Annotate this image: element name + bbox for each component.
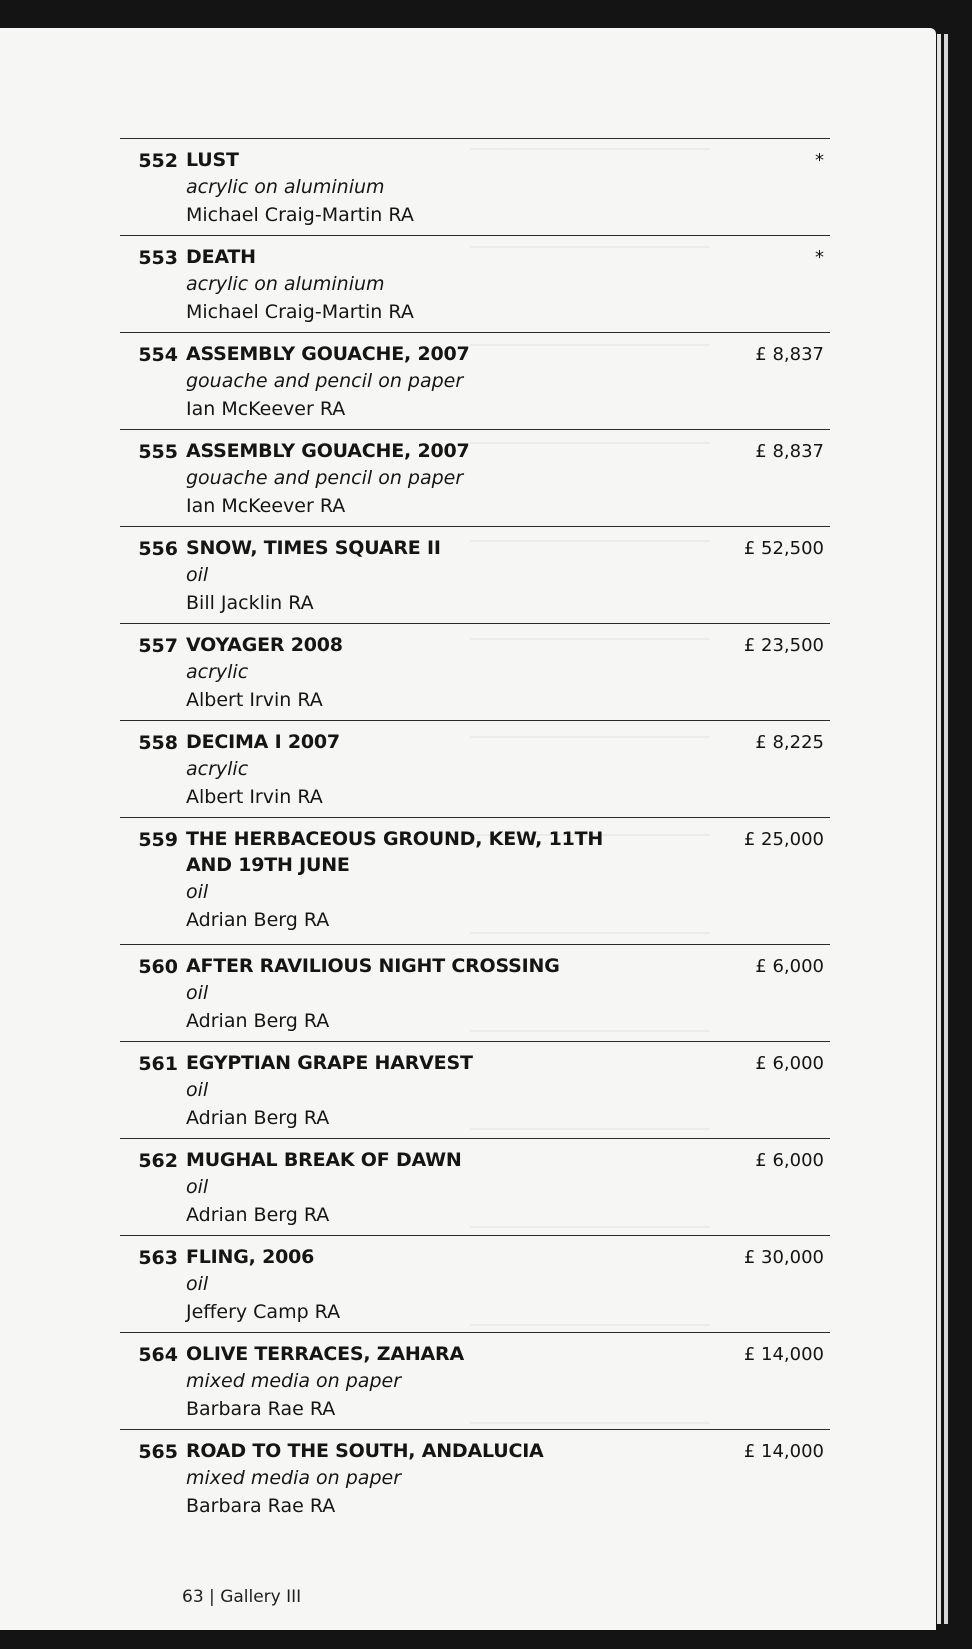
page-edge <box>944 34 948 1624</box>
entry-medium: oil <box>186 1176 209 1198</box>
catalogue-entry <box>120 1138 830 1235</box>
entry-number: 561 <box>138 1053 178 1075</box>
entry-medium: mixed media on paper <box>186 1370 402 1392</box>
entry-title: ASSEMBLY GOUACHE, 2007 <box>186 440 470 462</box>
entry-details <box>186 826 646 934</box>
entry-price: £ 23,500 <box>743 635 824 656</box>
entry-number: 565 <box>138 1441 178 1463</box>
entry-artist: Barbara Rae RA <box>186 1398 336 1420</box>
catalogue-entry <box>120 526 830 623</box>
entry-details <box>186 244 646 326</box>
entry-artist: Adrian Berg RA <box>186 909 330 931</box>
catalogue-entry <box>120 1235 830 1332</box>
entry-number: 558 <box>138 732 178 754</box>
entry-details <box>186 1438 646 1520</box>
entry-details <box>186 632 646 714</box>
catalogue-entry <box>120 1429 830 1526</box>
entry-title: DEATH <box>186 246 256 268</box>
entry-medium: acrylic <box>186 758 249 780</box>
catalogue-entry <box>120 720 830 817</box>
entry-number: 560 <box>138 956 178 978</box>
entry-price: £ 6,000 <box>755 1150 824 1171</box>
entry-details <box>186 1050 646 1132</box>
entry-artist: Jeffery Camp RA <box>186 1301 341 1323</box>
entry-artist: Albert Irvin RA <box>186 786 323 808</box>
entry-number: 555 <box>138 441 178 463</box>
entry-medium: mixed media on paper <box>186 1467 402 1489</box>
entry-medium: gouache and pencil on paper <box>186 467 464 489</box>
entry-artist: Michael Craig-Martin RA <box>186 204 414 226</box>
entry-medium: oil <box>186 1079 209 1101</box>
catalogue-page <box>0 28 936 1630</box>
entry-title: OLIVE TERRACES, ZAHARA <box>186 1343 464 1365</box>
entry-title: ROAD TO THE SOUTH, ANDALUCIA <box>186 1440 544 1462</box>
entry-number: 564 <box>138 1344 178 1366</box>
entry-artist: Ian McKeever RA <box>186 495 346 517</box>
catalogue-entry <box>120 1332 830 1429</box>
entry-artist: Adrian Berg RA <box>186 1204 330 1226</box>
entry-medium: oil <box>186 881 209 903</box>
entry-price: £ 6,000 <box>755 956 824 977</box>
catalogue-entry <box>120 429 830 526</box>
entry-artist: Adrian Berg RA <box>186 1010 330 1032</box>
entry-artist: Adrian Berg RA <box>186 1107 330 1129</box>
entry-title: VOYAGER 2008 <box>186 634 343 656</box>
page-edge <box>937 34 941 1624</box>
entry-title: ASSEMBLY GOUACHE, 2007 <box>186 343 470 365</box>
entry-title: LUST <box>186 149 239 171</box>
entry-details <box>186 953 646 1035</box>
entry-medium: oil <box>186 564 209 586</box>
entry-details <box>186 1244 646 1326</box>
entry-medium: acrylic on aluminium <box>186 176 385 198</box>
entry-artist: Ian McKeever RA <box>186 398 346 420</box>
entry-title: THE HERBACEOUS GROUND, KEW, 11TH AND 19TH JUNE <box>186 828 604 876</box>
entry-title: DECIMA I 2007 <box>186 731 340 753</box>
entry-details <box>186 535 646 617</box>
catalogue-entry <box>120 235 830 332</box>
entry-artist: Bill Jacklin RA <box>186 592 314 614</box>
catalogue-entry <box>120 1041 830 1138</box>
entry-price: £ 8,225 <box>755 732 824 753</box>
entry-price: £ 52,500 <box>743 538 824 559</box>
entry-artist: Albert Irvin RA <box>186 689 323 711</box>
catalogue-entry <box>120 332 830 429</box>
entry-price: £ 30,000 <box>743 1247 824 1268</box>
entry-title: AFTER RAVILIOUS NIGHT CROSSING <box>186 955 560 977</box>
entry-medium: oil <box>186 1273 209 1295</box>
entry-details <box>186 147 646 229</box>
catalogue-entry <box>120 944 830 1041</box>
entry-number: 562 <box>138 1150 178 1172</box>
entry-price: £ 25,000 <box>743 829 824 850</box>
entry-medium: oil <box>186 982 209 1004</box>
entry-title: FLING, 2006 <box>186 1246 315 1268</box>
entry-price: * <box>815 247 824 268</box>
entry-price: £ 6,000 <box>755 1053 824 1074</box>
page-footer <box>182 1587 301 1607</box>
catalogue-list <box>120 138 830 1526</box>
entry-number: 557 <box>138 635 178 657</box>
entry-number: 553 <box>138 247 178 269</box>
gallery-section: Gallery III <box>220 1587 302 1607</box>
entry-number: 559 <box>138 829 178 851</box>
entry-number: 563 <box>138 1247 178 1269</box>
entry-details <box>186 438 646 520</box>
entry-price: £ 8,837 <box>755 344 824 365</box>
entry-title: SNOW, TIMES SQUARE II <box>186 537 441 559</box>
entry-price: £ 8,837 <box>755 441 824 462</box>
entry-medium: acrylic <box>186 661 249 683</box>
catalogue-entry <box>120 623 830 720</box>
entry-medium: gouache and pencil on paper <box>186 370 464 392</box>
footer-separator: | <box>209 1587 215 1607</box>
entry-details <box>186 1147 646 1229</box>
entry-price: £ 14,000 <box>743 1441 824 1462</box>
entry-medium: acrylic on aluminium <box>186 273 385 295</box>
catalogue-entry <box>120 817 830 944</box>
entry-title: MUGHAL BREAK OF DAWN <box>186 1149 462 1171</box>
entry-details <box>186 341 646 423</box>
entry-title: EGYPTIAN GRAPE HARVEST <box>186 1052 473 1074</box>
entry-number: 554 <box>138 344 178 366</box>
entry-number: 556 <box>138 538 178 560</box>
entry-details <box>186 1341 646 1423</box>
entry-number: 552 <box>138 150 178 172</box>
entry-price: * <box>815 150 824 171</box>
page-number: 63 <box>182 1587 204 1607</box>
entry-artist: Barbara Rae RA <box>186 1495 336 1517</box>
entry-price: £ 14,000 <box>743 1344 824 1365</box>
entry-details <box>186 729 646 811</box>
entry-artist: Michael Craig-Martin RA <box>186 301 414 323</box>
catalogue-entry <box>120 138 830 235</box>
